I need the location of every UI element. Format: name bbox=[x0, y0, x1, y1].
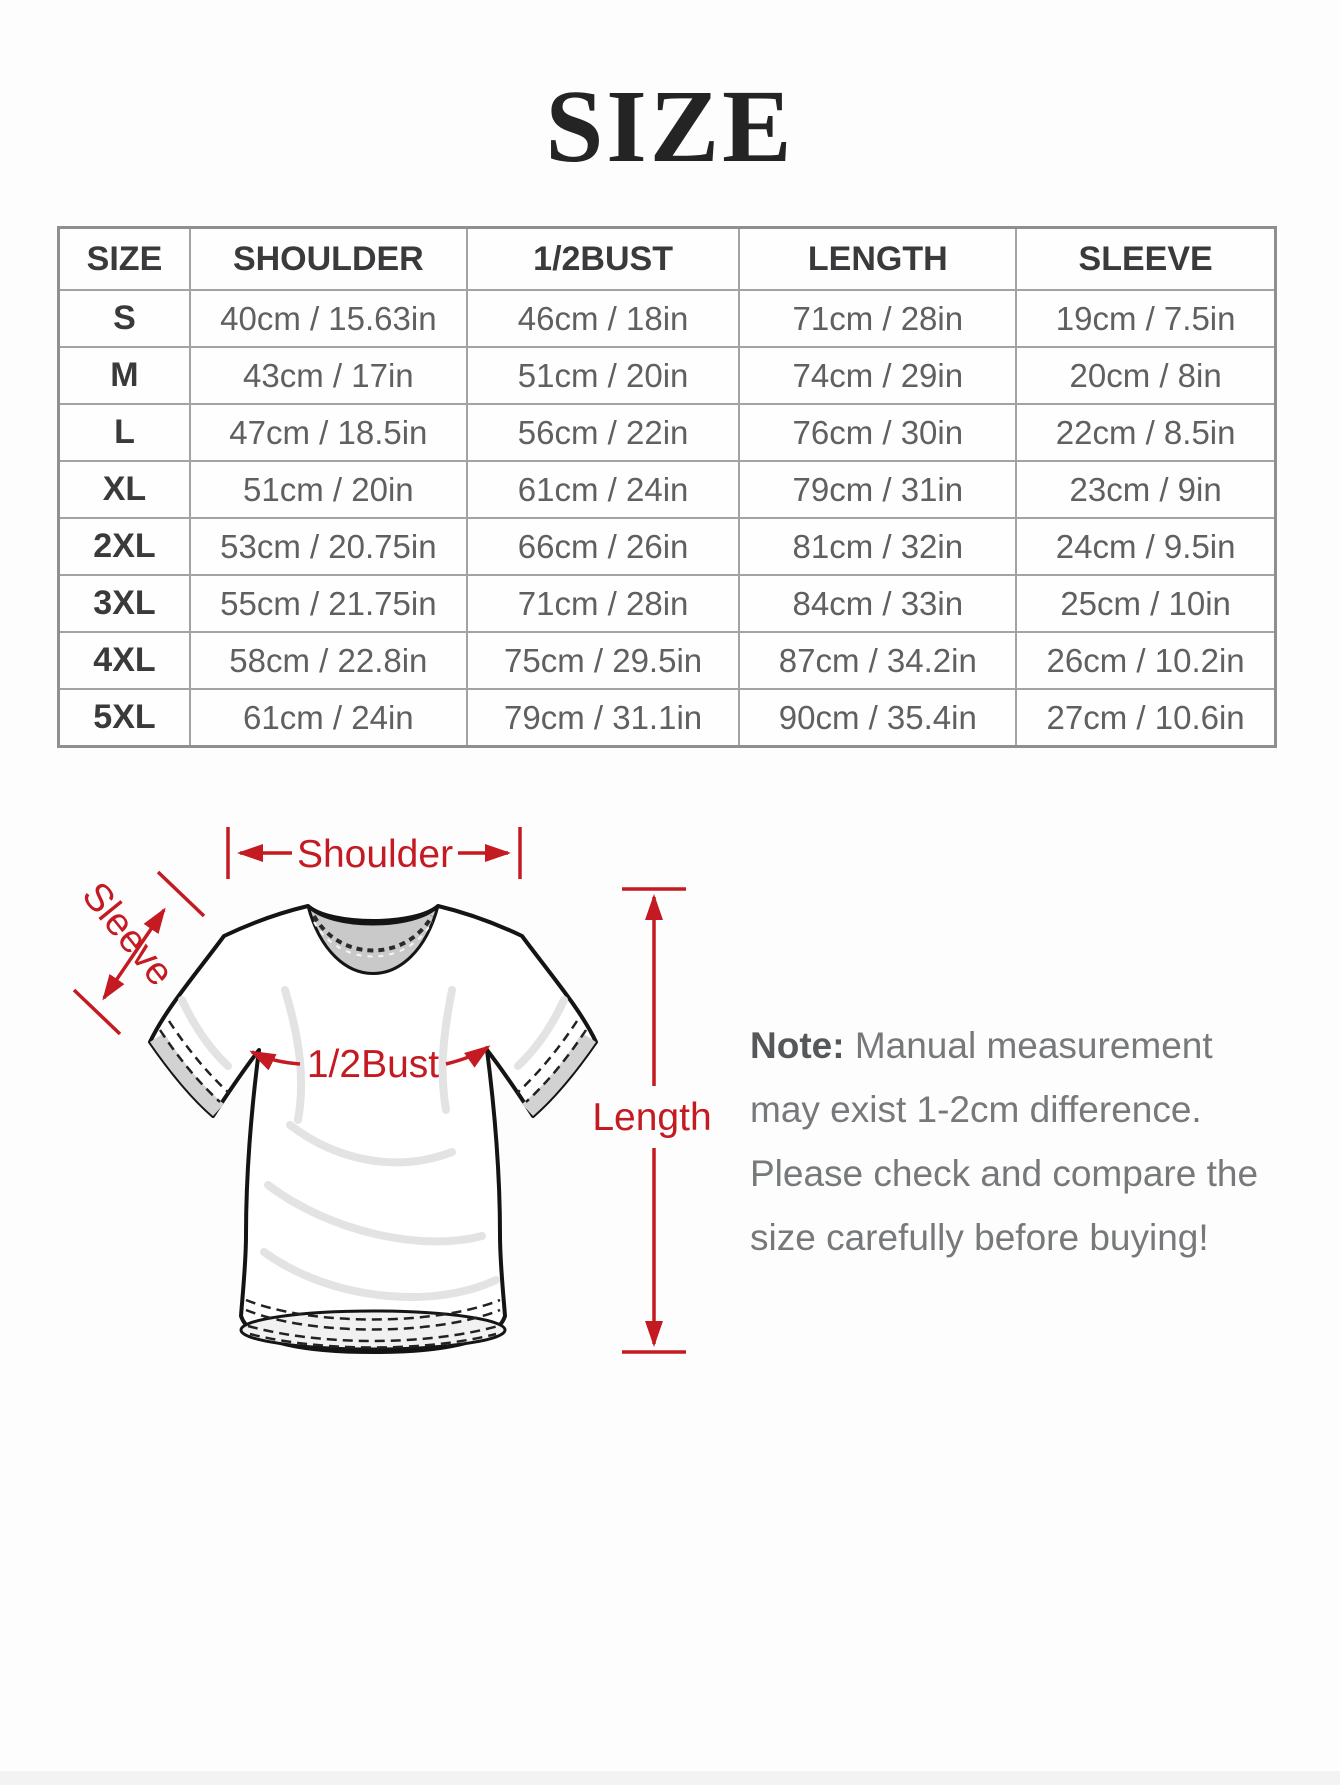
note-prefix: Note: bbox=[750, 1025, 845, 1066]
value-cell: 66cm / 26in bbox=[467, 518, 740, 575]
table-row bbox=[59, 689, 1276, 747]
value-cell: 24cm / 9.5in bbox=[1016, 518, 1275, 575]
value-cell: 74cm / 29in bbox=[739, 347, 1016, 404]
shoulder-label: Shoulder bbox=[296, 833, 454, 876]
header-cell-length: LENGTH bbox=[739, 228, 1016, 291]
value-cell: 25cm / 10in bbox=[1016, 575, 1275, 632]
value-cell: 79cm / 31in bbox=[739, 461, 1016, 518]
size-table bbox=[57, 226, 1277, 748]
table-row bbox=[59, 632, 1276, 689]
value-cell: 27cm / 10.6in bbox=[1016, 689, 1275, 747]
value-cell: 87cm / 34.2in bbox=[739, 632, 1016, 689]
value-cell: 43cm / 17in bbox=[190, 347, 467, 404]
value-cell: 61cm / 24in bbox=[467, 461, 740, 518]
header-cell-sleeve: SLEEVE bbox=[1016, 228, 1275, 291]
size-cell: M bbox=[59, 347, 190, 404]
header-cell-shoulder: SHOULDER bbox=[190, 228, 467, 291]
bust-label: 1/2Bust bbox=[306, 1043, 440, 1086]
table-row bbox=[59, 404, 1276, 461]
length-label: Length bbox=[592, 1096, 712, 1139]
table-header-row bbox=[59, 228, 1276, 291]
header-cell-bust: 1/2BUST bbox=[467, 228, 740, 291]
value-cell: 40cm / 15.63in bbox=[190, 290, 467, 347]
value-cell: 61cm / 24in bbox=[190, 689, 467, 747]
value-cell: 55cm / 21.75in bbox=[190, 575, 467, 632]
value-cell: 19cm / 7.5in bbox=[1016, 290, 1275, 347]
size-table-body bbox=[59, 290, 1276, 747]
size-cell: 5XL bbox=[59, 689, 190, 747]
value-cell: 22cm / 8.5in bbox=[1016, 404, 1275, 461]
value-cell: 53cm / 20.75in bbox=[190, 518, 467, 575]
value-cell: 81cm / 32in bbox=[739, 518, 1016, 575]
value-cell: 90cm / 35.4in bbox=[739, 689, 1016, 747]
size-cell: XL bbox=[59, 461, 190, 518]
table-row bbox=[59, 347, 1276, 404]
size-cell: 4XL bbox=[59, 632, 190, 689]
value-cell: 58cm / 22.8in bbox=[190, 632, 467, 689]
header-cell-size: SIZE bbox=[59, 228, 190, 291]
size-cell: L bbox=[59, 404, 190, 461]
size-cell: 3XL bbox=[59, 575, 190, 632]
page-title: SIZE bbox=[545, 69, 795, 184]
sleeve-label: Sleeve bbox=[73, 874, 182, 995]
value-cell: 71cm / 28in bbox=[739, 290, 1016, 347]
value-cell: 84cm / 33in bbox=[739, 575, 1016, 632]
size-cell: S bbox=[59, 290, 190, 347]
value-cell: 71cm / 28in bbox=[467, 575, 740, 632]
size-cell: 2XL bbox=[59, 518, 190, 575]
table-row bbox=[59, 518, 1276, 575]
value-cell: 47cm / 18.5in bbox=[190, 404, 467, 461]
table-row bbox=[59, 461, 1276, 518]
table-row bbox=[59, 290, 1276, 347]
value-cell: 51cm / 20in bbox=[190, 461, 467, 518]
value-cell: 20cm / 8in bbox=[1016, 347, 1275, 404]
table-row bbox=[59, 575, 1276, 632]
tshirt-drawing bbox=[150, 906, 596, 1352]
note-body: Manual measurement may exist 1-2cm difference. Please check and compare the size carefully before buying! bbox=[750, 1025, 1259, 1258]
value-cell: 79cm / 31.1in bbox=[467, 689, 740, 747]
bottom-strip bbox=[0, 1771, 1340, 1785]
value-cell: 76cm / 30in bbox=[739, 404, 1016, 461]
value-cell: 75cm / 29.5in bbox=[467, 632, 740, 689]
value-cell: 26cm / 10.2in bbox=[1016, 632, 1275, 689]
note-text bbox=[750, 1014, 1262, 1270]
value-cell: 51cm / 20in bbox=[467, 347, 740, 404]
value-cell: 46cm / 18in bbox=[467, 290, 740, 347]
value-cell: 56cm / 22in bbox=[467, 404, 740, 461]
value-cell: 23cm / 9in bbox=[1016, 461, 1275, 518]
